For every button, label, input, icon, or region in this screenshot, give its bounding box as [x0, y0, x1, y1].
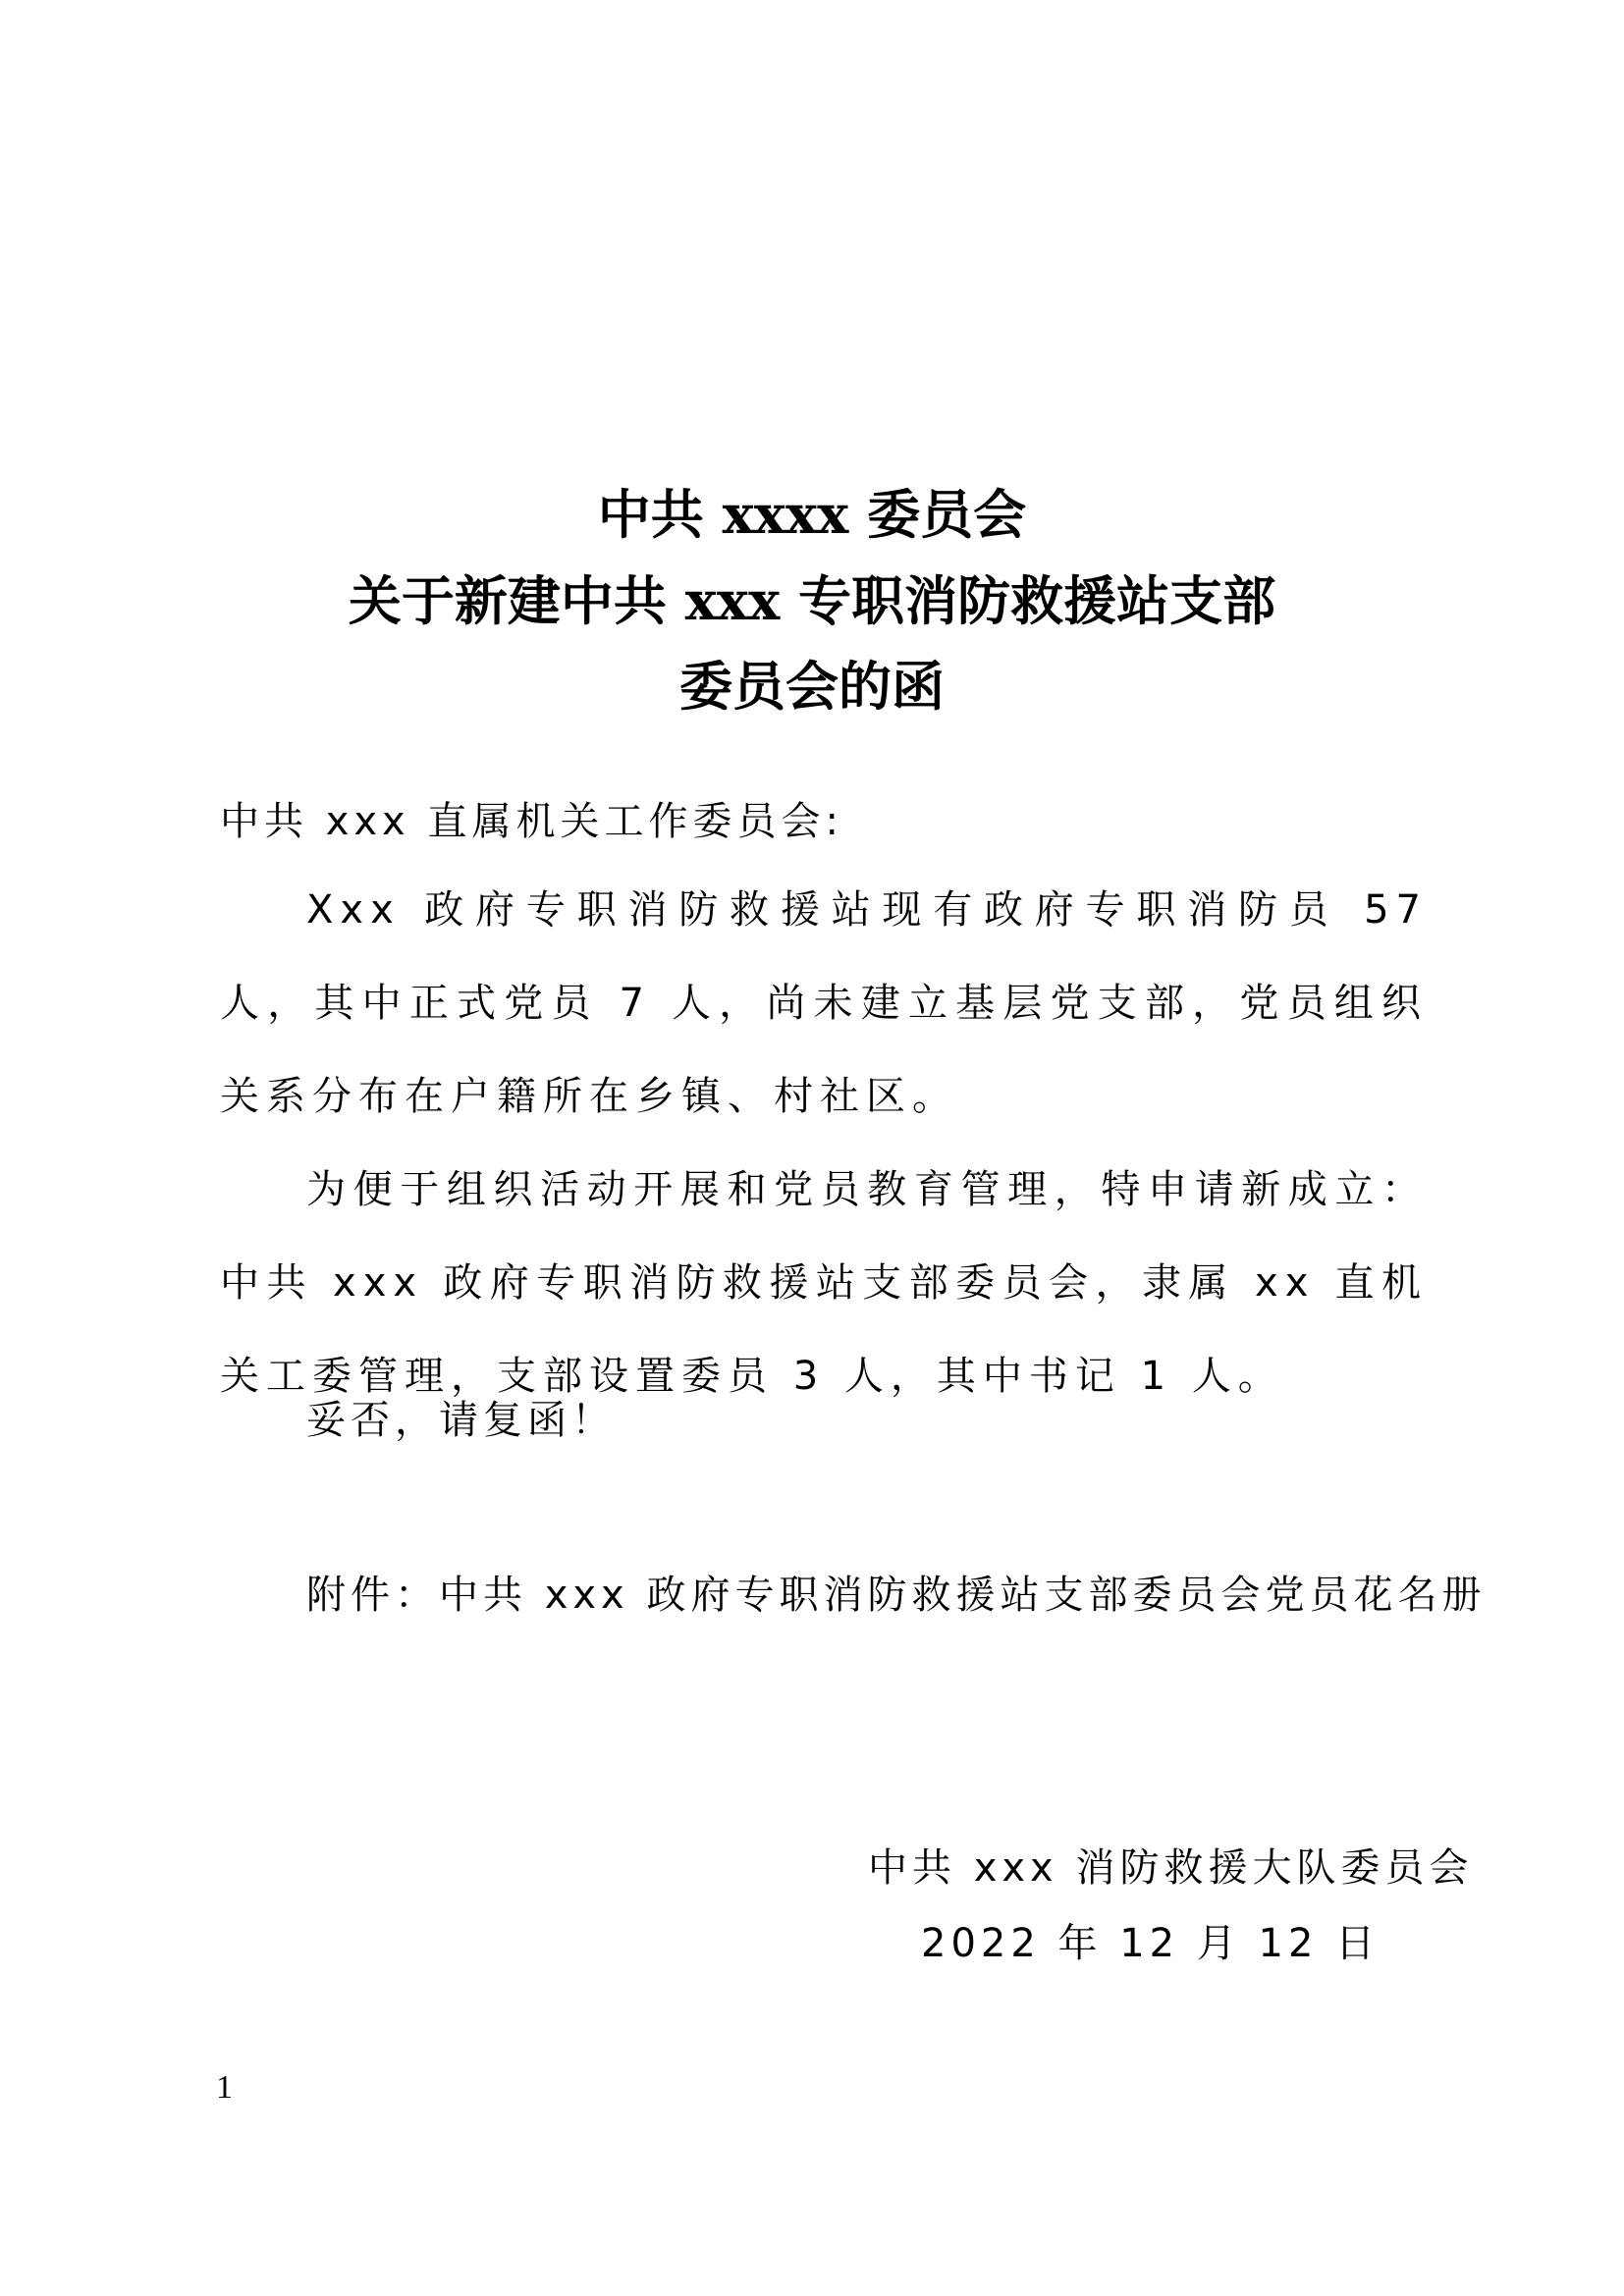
title-line-2: 关于新建中共 xxx 专职消防救援站支部 [348, 569, 1276, 632]
paragraph-3: 妥否，请复函！ [306, 1398, 616, 1443]
title-line-1: 中共 xxxx 委员会 [597, 483, 1027, 546]
title-line-3: 委员会的函 [679, 655, 945, 718]
paragraph-2: 为便于组织活动开展和党员教育管理，特申请新成立：中共 xxx 政府专职消防救援站支部委员会，隶属 xx 直机关工委管理，支部设置委员 3 人，其中书记 1 人。 [220, 1167, 1428, 1399]
paragraph-1: Xxx 政府专职消防救援站现有政府专职消防员 57 人，其中正式党员 7 人，尚未建立基层党支部，党员组织关系分布在户籍所在乡镇、村社区。 [220, 887, 1428, 1119]
signature-organization: 中共 xxx 消防救援大队委员会 [868, 1845, 1474, 1891]
signature-date: 2022 年 12 月 12 日 [921, 1921, 1380, 1966]
page-number: 1 [216, 2069, 233, 2106]
attachment-line: 附件：中共 xxx 政府专职消防救援站支部委员会党员花名册 [306, 1573, 1487, 1618]
salutation: 中共 xxx 直属机关工作委员会: [220, 799, 843, 844]
